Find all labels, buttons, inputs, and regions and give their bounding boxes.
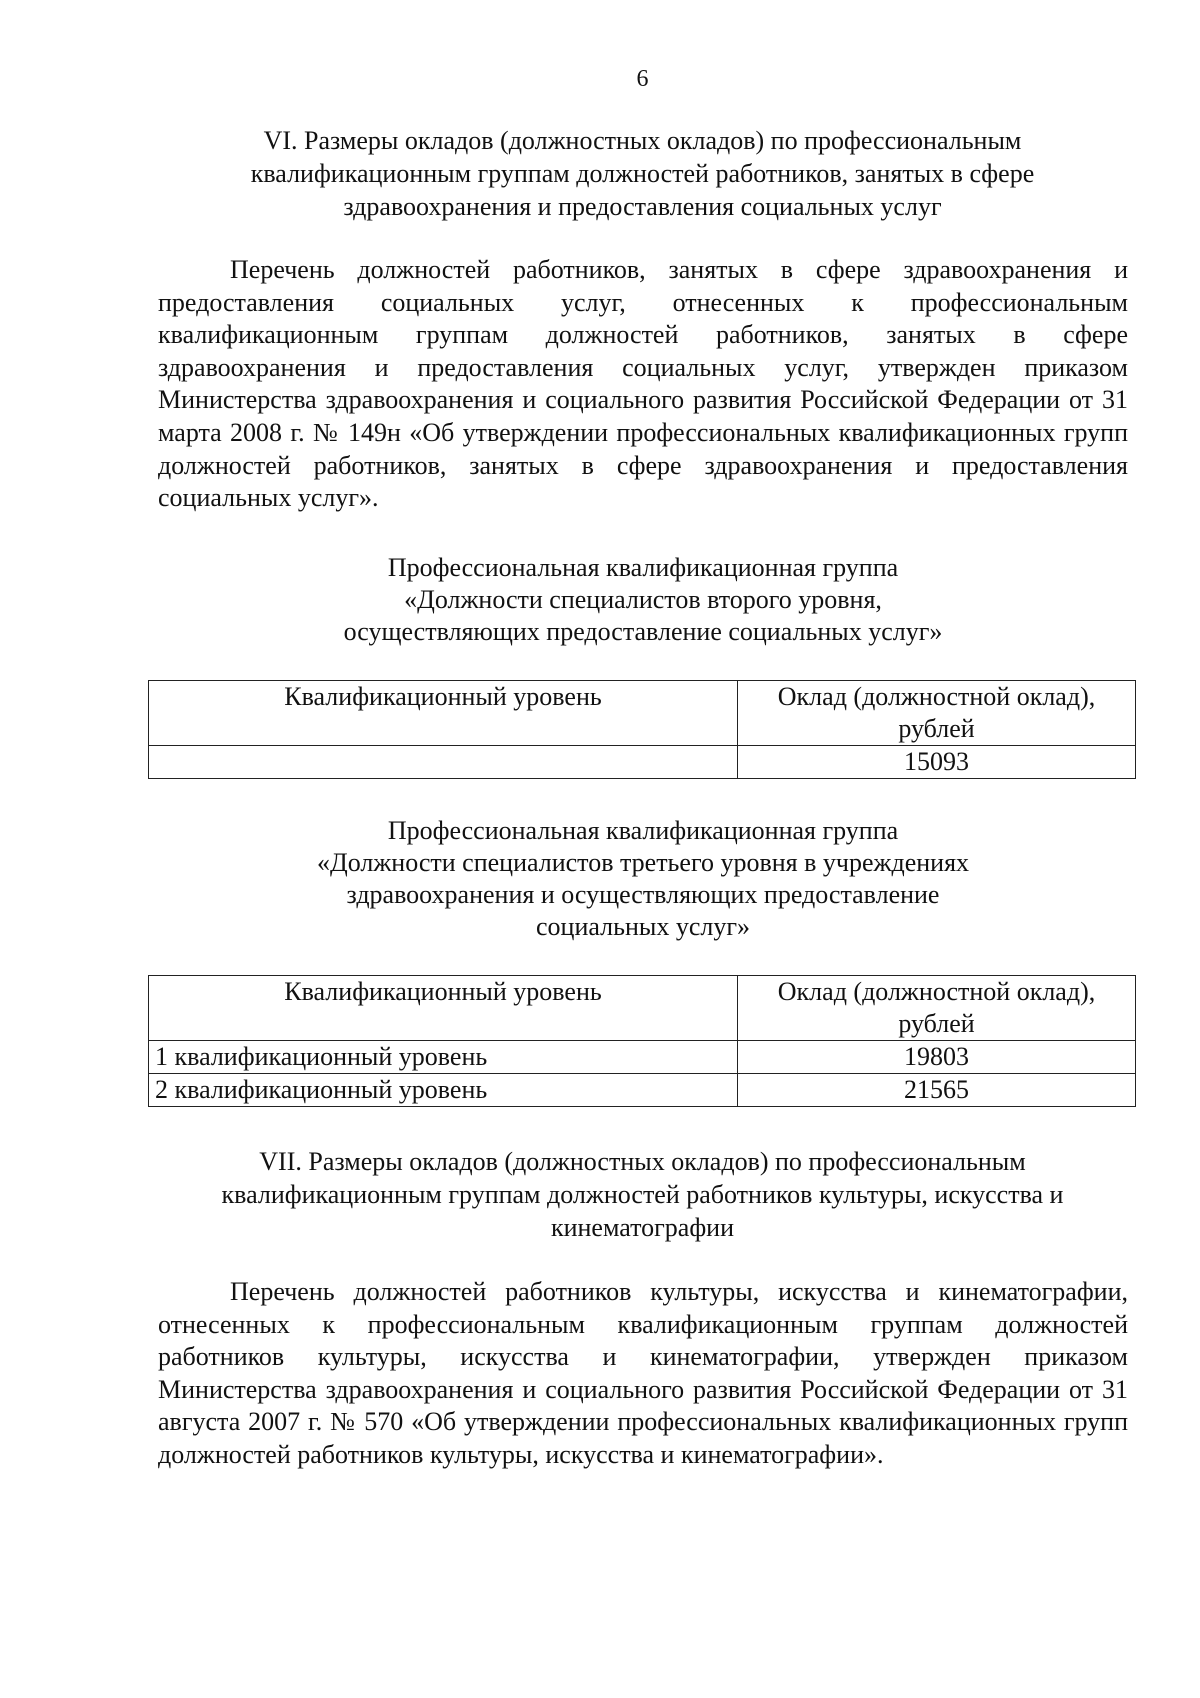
section-7-heading-line: VII. Размеры окладов (должностных окладов) по профессиональным xyxy=(259,1147,1026,1176)
group-1-salary-table xyxy=(148,680,1136,779)
group-2-title-line: здравоохранения и осуществляющих предоставление xyxy=(346,880,940,909)
header-salary-line: рублей xyxy=(898,1009,975,1038)
section-6-heading-line: здравоохранения и предоставления социальных услуг xyxy=(343,192,942,221)
section-6-heading-line: VI. Размеры окладов (должностных окладов) по профессиональным xyxy=(263,126,1022,155)
header-salary xyxy=(738,976,1136,1041)
qualification-level-cell xyxy=(149,746,738,779)
header-salary-line: Оклад (должностной оклад), xyxy=(777,682,1096,711)
table-row xyxy=(149,1074,1136,1107)
section-6-paragraph: Перечень должностей работников, занятых в сфере здравоохранения и предоставления социальных услуг, отнесенных к профессиональным квалификационным группам должностей работников, занятых в сфере здравоохранения и предоставления социальных услуг, утвержден приказом Министерства здравоохранения и социального развития Российской Федерации от 31 марта 2008 г. № 149н «Об утверждении профессиональных квалификационных групп должностей работников, занятых в сфере здравоохранения и предоставления социальных услуг». xyxy=(158,255,1128,513)
header-salary-line: Оклад (должностной оклад), xyxy=(777,977,1096,1006)
section-7-heading xyxy=(0,1145,1200,1244)
header-qualification-level: Квалификационный уровень xyxy=(149,976,738,1041)
salary-cell: 15093 xyxy=(738,746,1136,779)
group-1-title-line: осуществляющих предоставление социальных услуг» xyxy=(343,617,943,646)
header-salary xyxy=(738,681,1136,746)
group-1-title-line: «Должности специалистов второго уровня, xyxy=(404,585,882,614)
table-header-row xyxy=(149,681,1136,746)
salary-cell: 19803 xyxy=(738,1041,1136,1074)
section-6-heading-line: квалификационным группам должностей работников, занятых в сфере xyxy=(250,159,1035,188)
table-header-row xyxy=(149,976,1136,1041)
salary-cell: 21565 xyxy=(738,1074,1136,1107)
qualification-level-cell: 1 квалификационный уровень xyxy=(149,1041,738,1074)
section-7-heading-line: кинематографии xyxy=(550,1213,735,1242)
header-qualification-level: Квалификационный уровень xyxy=(149,681,738,746)
qualification-level-cell: 2 квалификационный уровень xyxy=(149,1074,738,1107)
header-salary-line: рублей xyxy=(898,714,975,743)
table-row xyxy=(149,746,1136,779)
group-1-title xyxy=(158,552,1128,648)
group-2-title-line: Профессиональная квалификационная группа xyxy=(387,816,899,845)
group-2-title-line: «Должности специалистов третьего уровня в учреждениях xyxy=(316,848,970,877)
page-number: 6 xyxy=(636,66,649,92)
section-7-heading-line: квалификационным группам должностей работников культуры, искусства и xyxy=(221,1180,1064,1209)
group-2-title-line: социальных услуг» xyxy=(535,912,751,941)
table-row xyxy=(149,1041,1136,1074)
group-2-title xyxy=(158,815,1128,943)
group-2-salary-table xyxy=(148,975,1136,1107)
section-7-paragraph: Перечень должностей работников культуры, искусства и кинематографии, отнесенных к профессиональным квалификационным группам должностей работников культуры, искусства и кинематографии, утвержден приказом Министерства здравоохранения и социального развития Российской Федерации от 31 августа 2007 г. № 570 «Об утверждении профессиональных квалификационных групп должностей работников культуры, искусства и кинематографии». xyxy=(158,1277,1128,1469)
group-1-title-line: Профессиональная квалификационная группа xyxy=(387,553,899,582)
section-6-heading xyxy=(0,124,1200,223)
